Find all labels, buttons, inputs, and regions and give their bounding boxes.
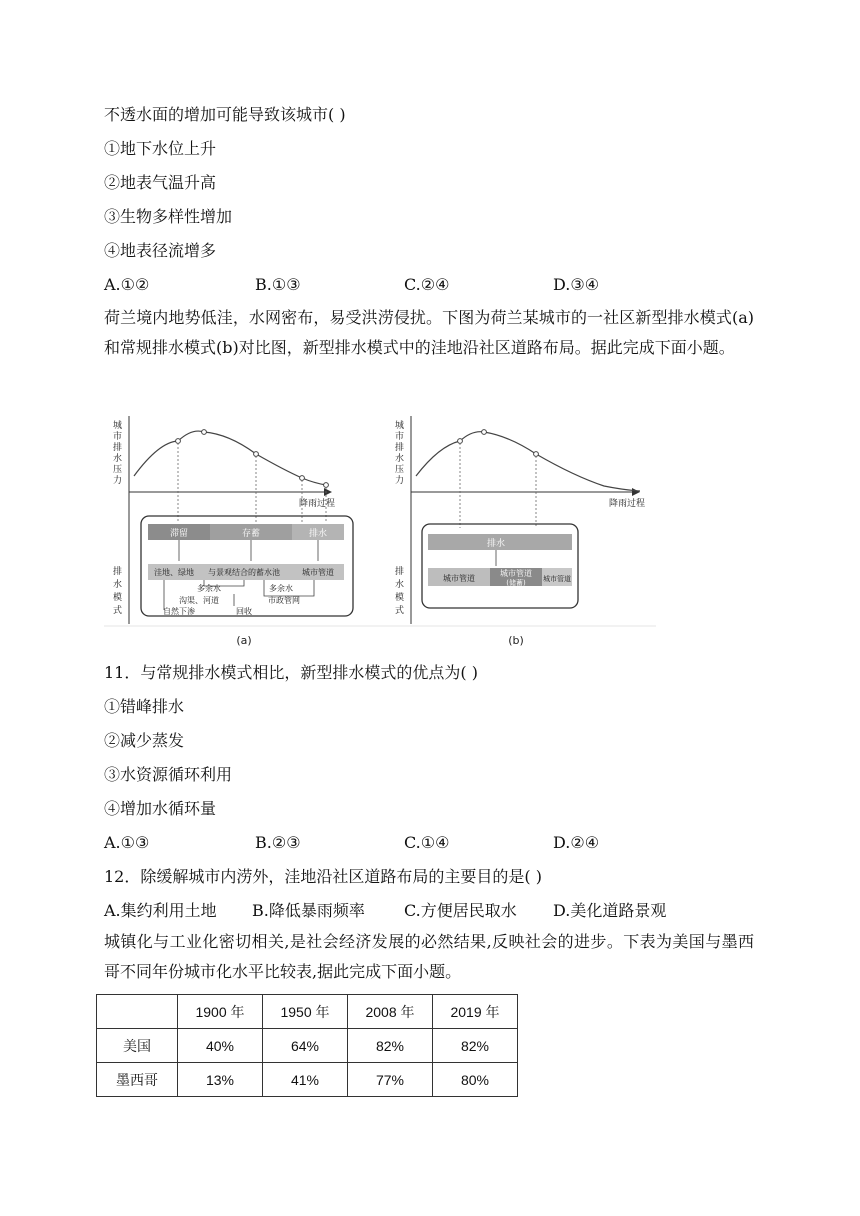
figure-a	[111, 416, 353, 647]
table-header-cell: 2008 年	[348, 995, 433, 1029]
q12-option-c: C.方便居民取水	[404, 901, 517, 920]
b-facility-3: 城市管道	[543, 575, 571, 583]
q11-item-4: ④增加水循环量	[104, 799, 217, 818]
intro-paragraph-2: 城镇化与工业化密切相关,是社会经济发展的必然结果,反映社会的进步。下表为美国与墨西哥不同年份城市化水平比较表,据此完成下面小题。	[104, 932, 754, 981]
table-row	[97, 1029, 518, 1063]
a-phase-3: 排水	[308, 529, 328, 539]
b-facility-2: 城市管道	[500, 569, 532, 578]
a-x-axis-label: 降雨过程	[299, 499, 336, 509]
a-surplus-2: 多余水	[269, 584, 293, 593]
table-header-cell: 2019 年	[433, 995, 518, 1029]
q10-item-4: ④地表径流增多	[104, 241, 217, 260]
q10-item-3: ③生物多样性增加	[104, 207, 233, 226]
a-phase-1: 滞留	[169, 529, 189, 539]
q11-item-2: ②减少蒸发	[104, 731, 185, 750]
table-header-cell	[97, 995, 178, 1029]
table-cell: 13%	[178, 1063, 263, 1097]
q11-option-a: A.①③	[104, 833, 150, 852]
q10-option-a: A.①②	[104, 275, 150, 294]
table-cell: 美国	[97, 1029, 178, 1063]
q12-option-a: A.集约利用土地	[104, 901, 217, 920]
b-facility-2-note: (储蓄)	[506, 579, 526, 587]
a-facility-3: 城市管道	[302, 568, 334, 577]
q12-option-b: B.降低暴雨频率	[252, 901, 365, 920]
table-row	[97, 1063, 518, 1097]
q12-option-d: D.美化道路景观	[553, 901, 667, 920]
a-y-axis-label: 城市排水压力	[111, 420, 121, 486]
q11-option-d: D.②④	[553, 833, 600, 852]
b-caption: (b)	[508, 634, 524, 647]
table-header-cell: 1950 年	[263, 995, 348, 1029]
a-path-1: 沟渠、河道	[179, 596, 219, 605]
table-cell: 82%	[433, 1029, 518, 1063]
q12-stem: 12．除缓解城市内涝外，洼地沿社区道路布局的主要目的是( )	[104, 867, 542, 886]
b-facility-1: 城市管道	[443, 574, 475, 583]
table-cell: 墨西哥	[97, 1063, 178, 1097]
a-facility-1: 洼地、绿地	[154, 568, 194, 577]
table-cell: 77%	[348, 1063, 433, 1097]
q11-option-b: B.②③	[255, 833, 301, 852]
table-cell: 82%	[348, 1029, 433, 1063]
q10-stem: 不透水面的增加可能导致该城市( )	[104, 105, 346, 124]
a-mode-label: 排水模式	[111, 566, 121, 618]
b-phase: 排水	[486, 539, 506, 549]
q10-item-1: ①地下水位上升	[104, 139, 217, 158]
urbanization-table	[96, 994, 518, 1097]
table-cell: 40%	[178, 1029, 263, 1063]
q11-option-c: C.①④	[404, 833, 450, 852]
figure-b	[393, 416, 645, 647]
a-surplus-1: 多余水	[197, 584, 221, 593]
a-path-2: 市政管网	[268, 596, 300, 605]
a-facility-2: 与景观结合的蓄水池	[208, 568, 280, 577]
a-sink-1: 自然下渗	[163, 607, 195, 616]
a-sink-2: 回收	[236, 607, 252, 616]
a-phase-2: 存蓄	[241, 529, 261, 539]
q11-item-3: ③水资源循环利用	[104, 765, 233, 784]
table-header-cell: 1900 年	[178, 995, 263, 1029]
drainage-figure	[104, 406, 656, 656]
q11-item-1: ①错峰排水	[104, 697, 185, 716]
q10-option-c: C.②④	[404, 275, 450, 294]
q10-item-2: ②地表气温升高	[104, 173, 217, 192]
table-header-row	[97, 995, 518, 1029]
a-caption: (a)	[236, 634, 252, 647]
b-x-axis-label: 降雨过程	[609, 499, 646, 509]
table-cell: 80%	[433, 1063, 518, 1097]
intro-paragraph-1: 荷兰境内地势低洼，水网密布，易受洪涝侵扰。下图为荷兰某城市的一社区新型排水模式(a)和常规排水模式(b)对比图，新型排水模式中的洼地沿社区道路布局。据此完成下面小题。	[104, 308, 754, 357]
table-cell: 64%	[263, 1029, 348, 1063]
q10-option-b: B.①③	[255, 275, 301, 294]
b-y-axis-label: 城市排水压力	[393, 420, 403, 486]
b-mode-label: 排水模式	[393, 566, 403, 618]
q11-stem: 11．与常规排水模式相比，新型排水模式的优点为( )	[104, 663, 478, 682]
q10-option-d: D.③④	[553, 275, 600, 294]
table-cell: 41%	[263, 1063, 348, 1097]
